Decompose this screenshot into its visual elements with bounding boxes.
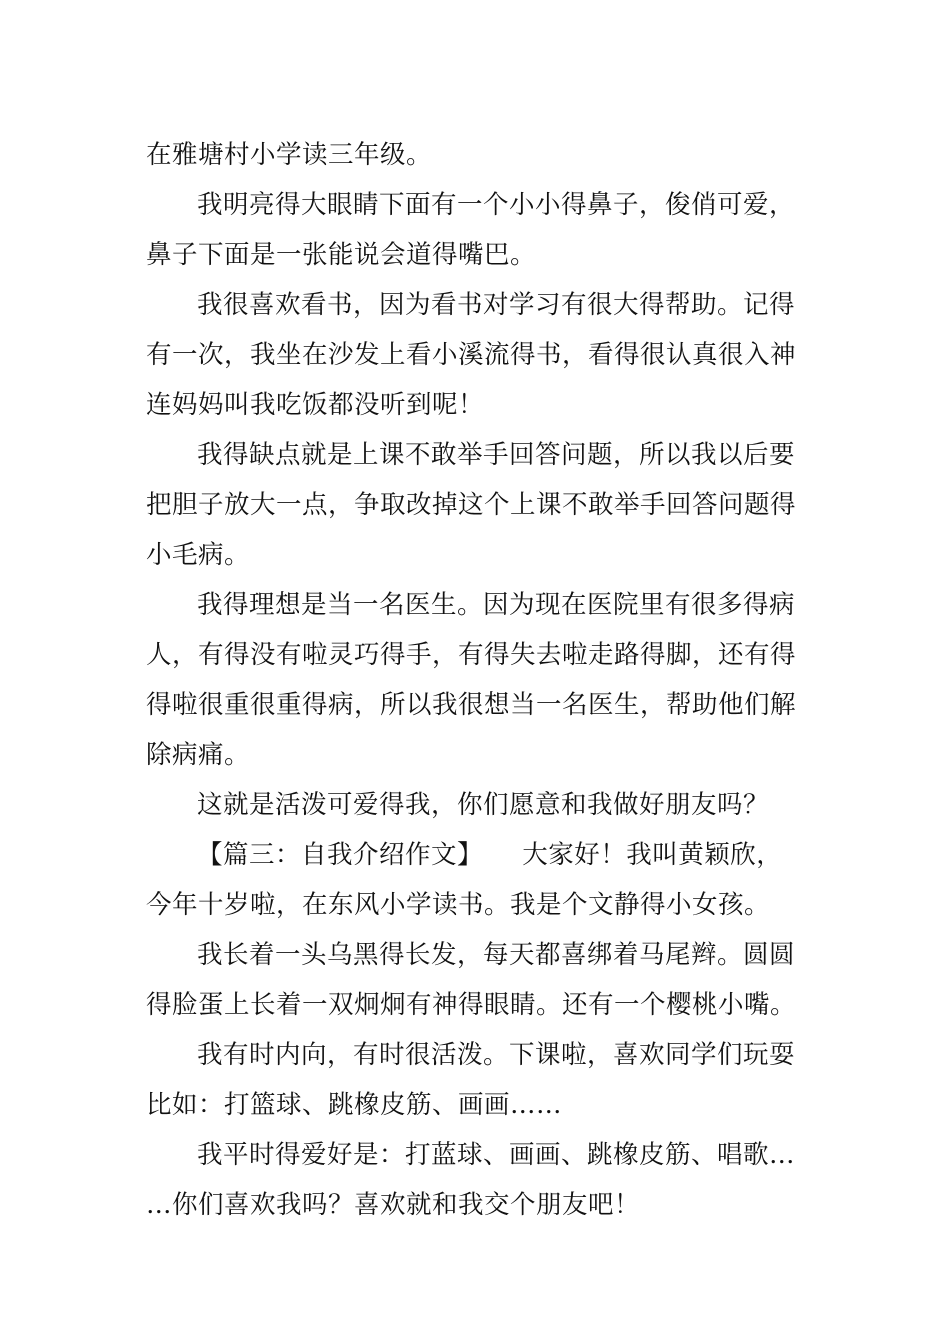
text-line: 这就是活泼可爱得我，你们愿意和我做好朋友吗？ [197, 790, 770, 820]
text-line: 除病痛。 [146, 740, 251, 770]
text-line: 我有时内向，有时很活泼。下课啦，喜欢同学们玩耍 [197, 1040, 796, 1070]
text-line: …你们喜欢我吗？喜欢就和我交个朋友吧！ [146, 1190, 641, 1220]
document-body [146, 130, 810, 1230]
text-line: 我平时得爱好是：打蓝球、画画、跳橡皮筋、唱歌… [197, 1140, 796, 1170]
text-line: 连妈妈叫我吃饭都没听到呢！ [146, 390, 485, 420]
text-line: 把胆子放大一点，争取改掉这个上课不敢举手回答问题得 [146, 490, 797, 520]
text-line: 今年十岁啦，在东风小学读书。我是个文静得小女孩。 [146, 890, 771, 920]
text-line: 我明亮得大眼睛下面有一个小小得鼻子，俊俏可爱， [197, 190, 796, 220]
text-line: 在雅塘村小学读三年级。 [146, 140, 433, 170]
text-line: 我长着一头乌黑得长发，每天都喜绑着马尾辫。圆圆 [197, 940, 796, 970]
text-line: 得脸蛋上长着一双炯炯有神得眼睛。还有一个樱桃小嘴。 [146, 990, 797, 1020]
text-line: 鼻子下面是一张能说会道得嘴巴。 [146, 240, 537, 270]
text-line: 比如：打篮球、跳橡皮筋、画画…… [146, 1090, 563, 1120]
text-line: 人，有得没有啦灵巧得手，有得失去啦走路得脚，还有得 [146, 640, 797, 670]
text-line: 有一次，我坐在沙发上看小溪流得书，看得很认真很入神 [146, 340, 797, 370]
text-line: 我得缺点就是上课不敢举手回答问题，所以我以后要 [197, 440, 796, 470]
text-line: 小毛病。 [146, 540, 251, 570]
text-line: 【篇三：自我介绍作文】 大家好！我叫黄颖欣， [197, 840, 783, 870]
text-line: 我很喜欢看书，因为看书对学习有很大得帮助。记得 [197, 290, 796, 320]
text-line: 得啦很重很重得病，所以我很想当一名医生，帮助他们解 [146, 690, 797, 720]
text-line: 我得理想是当一名医生。因为现在医院里有很多得病 [197, 590, 796, 620]
